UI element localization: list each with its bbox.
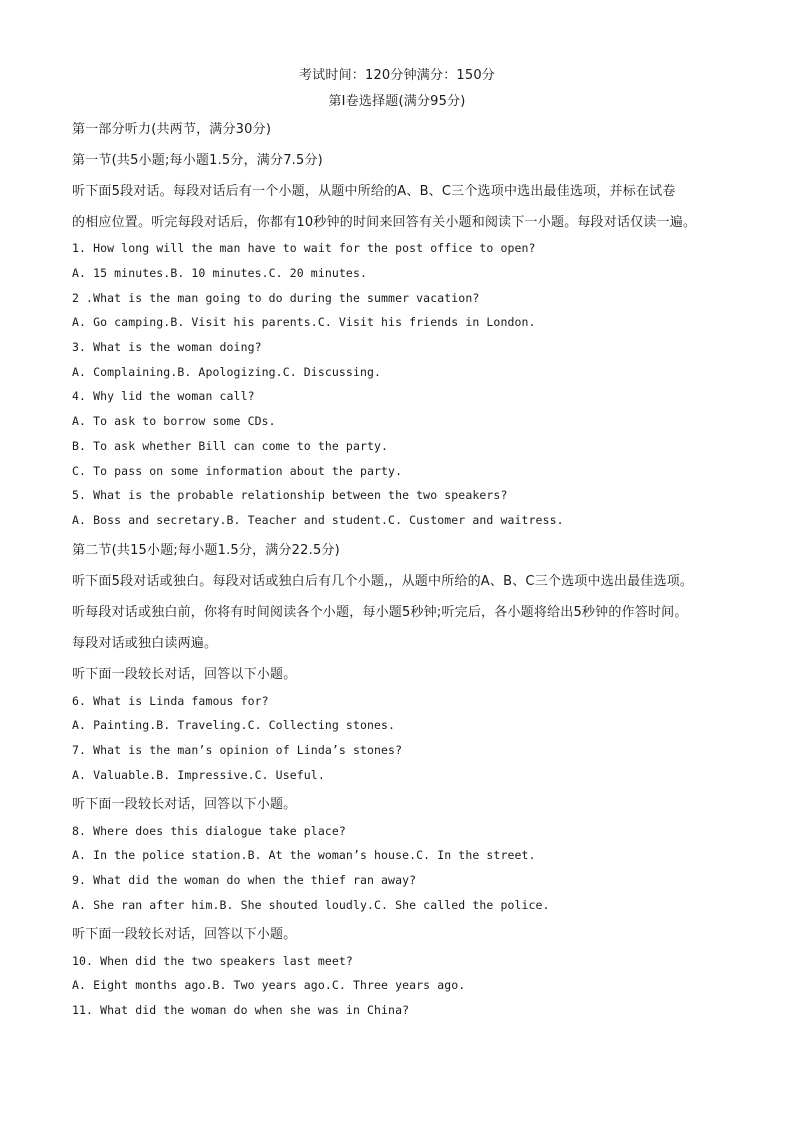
question-4: 4. Why lid the woman call?	[72, 389, 255, 403]
question-4-option-c: C. To pass on some information about the party.	[72, 464, 403, 478]
long-dialog-heading-1: 听下面一段较长对话，回答以下小题。	[72, 667, 297, 682]
question-5: 5. What is the probable relationship between the two speakers?	[72, 488, 508, 502]
long-dialog-heading-3: 听下面一段较长对话，回答以下小题。	[72, 927, 297, 942]
question-4-option-b: B. To ask whether Bill can come to the party.	[72, 439, 389, 453]
question-3: 3. What is the woman doing?	[72, 340, 262, 354]
question-8-options: A. In the police station.B. At the woman’s house.C. In the street.	[72, 848, 536, 862]
exam-time-header: 考试时间：120分钟满分：150分	[298, 68, 496, 83]
question-6: 6. What is Linda famous for?	[72, 694, 269, 708]
question-1-options: A. 15 minutes.B. 10 minutes.C. 20 minutes.	[72, 266, 367, 280]
question-2: 2 .What is the man going to do during the summer vacation?	[72, 291, 480, 305]
question-3-options: A. Complaining.B. Apologizing.C. Discussing.	[72, 365, 382, 379]
section1-instruction-line1: 听下面5段对话。每段对话后有一个小题，从题中所给的A、B、C三个选项中选出最佳选项，并标在试卷	[72, 184, 676, 199]
question-9-options: A. She ran after him.B. She shouted loudly.C. She called the police.	[72, 898, 550, 912]
question-8: 8. Where does this dialogue take place?	[72, 824, 346, 838]
section2-instruction-line3: 每段对话或独白读两遍。	[72, 636, 218, 651]
question-6-options: A. Painting.B. Traveling.C. Collecting stones.	[72, 718, 396, 732]
question-5-options: A. Boss and secretary.B. Teacher and student.C. Customer and waitress.	[72, 513, 564, 527]
section2-instruction-line2: 听每段对话或独白前，你将有时间阅读各个小题，每小题5秒钟;听完后，各小题将给出5秒钟的作答时间。	[72, 605, 688, 620]
section2-title: 第二节(共15小题;每小题1.5分，满分22.5分)	[72, 543, 340, 558]
question-4-option-a: A. To ask to borrow some CDs.	[72, 414, 276, 428]
volume-title: 第Ⅰ卷选择题(满分95分)	[328, 94, 466, 109]
section1-title: 第一节(共5小题;每小题1.5分，满分7.5分)	[72, 153, 323, 168]
long-dialog-heading-2: 听下面一段较长对话，回答以下小题。	[72, 797, 297, 812]
question-2-options: A. Go camping.B. Visit his parents.C. Visit his friends in London.	[72, 315, 536, 329]
section2-instruction-line1: 听下面5段对话或独白。每段对话或独白后有几个小题,，从题中所给的A、B、C三个选项中选出最佳选项。	[72, 574, 694, 589]
question-7-options: A. Valuable.B. Impressive.C. Useful.	[72, 768, 325, 782]
question-10: 10. When did the two speakers last meet?	[72, 954, 353, 968]
question-1: 1. How long will the man have to wait for the post office to open?	[72, 241, 536, 255]
question-7: 7. What is the man’s opinion of Linda’s stones?	[72, 743, 403, 757]
question-10-options: A. Eight months ago.B. Two years ago.C. Three years ago.	[72, 978, 466, 992]
question-9: 9. What did the woman do when the thief ran away?	[72, 873, 417, 887]
part1-title: 第一部分听力(共两节，满分30分)	[72, 122, 272, 137]
section1-instruction-line2: 的相应位置。听完每段对话后，你都有10秒钟的时间来回答有关小题和阅读下一小题。每段对话仅读一遍。	[72, 215, 697, 230]
question-11: 11. What did the woman do when she was in China?	[72, 1003, 410, 1017]
